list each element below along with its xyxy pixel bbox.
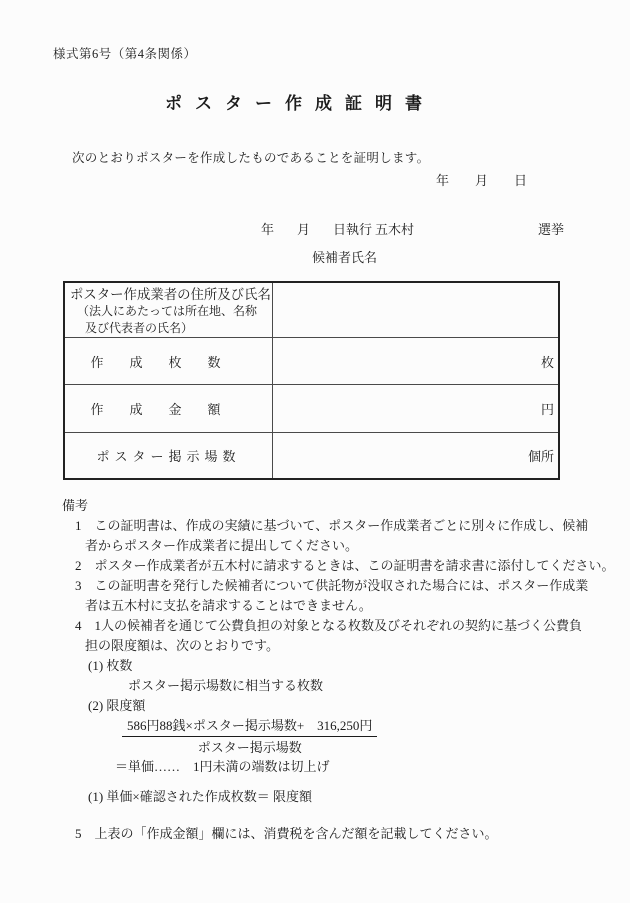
candidate-name-label: 候補者氏名 — [312, 250, 378, 265]
production-cost-value-cell — [273, 385, 558, 432]
poster-count-value-cell — [273, 338, 558, 384]
form-number-label: 様式第6号（第4条関係） — [53, 47, 197, 61]
note-4-item-1-heading: (1) 枚数 — [88, 658, 133, 673]
poster-sites-unit: 個所 — [527, 449, 554, 464]
note-5: 5 上表の「作成金額」欄には、消費税を含んだ額を記載してください。 — [75, 826, 498, 841]
fee-limit-formula — [122, 716, 377, 757]
production-cost-row — [65, 384, 558, 432]
note-1-line-1: 1 この証明書は、作成の実績に基づいて、ポスター作成業者ごとに別々に作成し、候補 — [75, 518, 589, 533]
poster-sites-label — [65, 433, 273, 478]
note-2: 2 ポスター作成業者が五木村に請求するときは、この証明書を請求書に添付してください。 — [75, 558, 615, 573]
poster-count-label — [65, 338, 273, 384]
election-month-label: 月 — [297, 222, 311, 237]
election-suffix-label: 選挙 — [538, 222, 565, 237]
producer-info-value-cell — [273, 283, 558, 337]
election-year-label: 年 — [261, 222, 275, 237]
production-cost-label-text: 作成金額 — [90, 402, 247, 417]
note-4-line-1: 4 1人の候補者を通じて公費負担の対象となる枚数及びそれぞれの契約に基づく公費負 — [75, 618, 583, 633]
poster-sites-label-text: ポスター掲示場数 — [96, 449, 241, 464]
remarks-section — [62, 496, 615, 844]
producer-info-label-line1: ポスター作成業者の住所及び氏名 — [70, 287, 271, 302]
document-title: ポスター作成証明書 — [165, 94, 435, 113]
production-cost-label — [65, 385, 273, 432]
note-4-line-2: 担の限度額は、次のとおりです。 — [85, 638, 279, 653]
municipality-name: 五木村 — [375, 222, 415, 237]
certificate-table — [63, 281, 560, 480]
note-4-item-2-heading: (2) 限度額 — [88, 698, 146, 713]
poster-count-label-text: 作成枚数 — [90, 354, 247, 370]
note-1-line-2: 者からポスター作成業者に提出してください。 — [85, 538, 359, 553]
note-4-item-1-body: ポスター掲示場数に相当する枚数 — [128, 678, 324, 693]
fee-formula-denominator: ポスター掲示場数 — [197, 740, 302, 755]
poster-count-row — [65, 337, 558, 384]
production-cost-unit: 円 — [540, 402, 554, 417]
remarks-heading: 備考 — [62, 498, 89, 513]
poster-sites-row — [65, 432, 558, 478]
producer-info-label — [65, 283, 273, 337]
fee-formula-numerator: 586円88銭×ポスター掲示場数+ 316,250円 — [122, 716, 377, 737]
note-3-line-2: 者は五木村に支払を請求することはできません。 — [85, 598, 372, 613]
certification-statement: 次のとおりポスターを作成したものであることを証明します。 — [72, 151, 430, 165]
election-day-executed-label: 日執行 — [333, 222, 373, 237]
producer-info-label-line3: 及び代表者の氏名） — [85, 321, 194, 335]
unit-price-rounding-note: ＝単価…… 1円未満の端数は切上げ — [115, 759, 330, 774]
producer-info-row — [65, 283, 558, 337]
poster-count-unit: 枚 — [540, 354, 554, 370]
poster-sites-value-cell — [273, 433, 558, 478]
limit-amount-calc-note: (1) 単価×確認された作成枚数＝ 限度額 — [88, 789, 312, 804]
producer-info-label-line2: （法人にあたっては所在地、名称 — [77, 304, 258, 318]
issue-date-line: 年 月 日 — [436, 173, 528, 188]
note-3-line-1: 3 この証明書を発行した候補者について供託物が没収された場合には、ポスター作成業 — [75, 578, 589, 593]
